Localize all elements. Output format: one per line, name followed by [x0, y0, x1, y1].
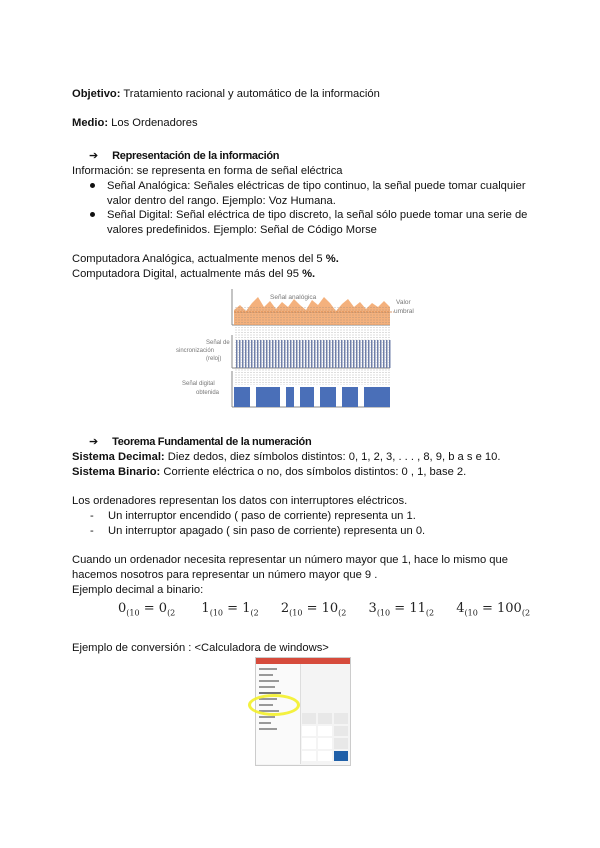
interrupt-off: [90, 524, 425, 539]
label-digital-2: obtenida: [196, 390, 220, 396]
sync-pulse: [335, 340, 337, 368]
bullet-icon: [90, 212, 95, 217]
dash-icon: -: [90, 525, 94, 537]
sync-pulse: [239, 340, 241, 368]
binary-text: Corriente eléctrica o no, dos símbolos distintos: 0 , 1, base 2.: [163, 466, 467, 478]
decimal-label: Sistema Decimal:: [72, 451, 165, 463]
sync-pulse: [299, 340, 301, 368]
sync-pulse: [356, 340, 358, 368]
sync-pulse: [371, 340, 373, 368]
medium-text: Los Ordenadores: [111, 117, 198, 129]
sync-pulse: [347, 340, 349, 368]
sync-pulse: [278, 340, 280, 368]
math-item: $4_{(10} = 100_{(2}$: [456, 601, 531, 618]
sync-pulse: [293, 340, 295, 368]
label-sync-2: sincronización: [176, 348, 215, 354]
math-item: $0_{(10} = 0_{(2}$: [118, 601, 176, 618]
label-threshold-1: Valor: [396, 299, 411, 306]
sync-pulse: [275, 340, 277, 368]
sync-pulse: [263, 340, 265, 368]
sync-pulse: [281, 340, 283, 368]
arrow-icon: ➔: [89, 150, 99, 162]
bullet-analog-line1: Señal Analógica: Señales eléctricas de tipo continuo, la señal puede tomar cualquier: [107, 180, 526, 192]
interrupt-on-text: Un interruptor encendido ( paso de corriente) representa un 1.: [108, 510, 416, 522]
sync-pulse: [326, 340, 328, 368]
objective-line: [72, 87, 380, 102]
label-digital-1: Señal digital: [182, 381, 215, 387]
binary-label: Sistema Binario:: [72, 466, 161, 478]
bullet-analog: [90, 179, 526, 194]
math-row: [118, 601, 530, 618]
bullet-digital-line2: valores predefinidos. Ejemplo: Señal de Código Morse: [107, 224, 377, 236]
sync-pulse: [269, 340, 271, 368]
sync-pulse: [362, 340, 364, 368]
section1-heading: [89, 149, 279, 164]
sync-pulse: [368, 340, 370, 368]
objective-text: Tratamiento racional y automático de la información: [123, 88, 380, 100]
label-analog: Señal analógica: [270, 294, 317, 301]
sync-pulse: [317, 340, 319, 368]
binary-line: [72, 465, 466, 480]
conversion-label: Ejemplo de conversión : <Calculadora de windows>: [72, 642, 329, 654]
math-item: $1_{(10} = 1_{(2}$: [201, 601, 259, 618]
sync-pulse: [353, 340, 355, 368]
sync-pulse: [338, 340, 340, 368]
decimal-line: [72, 450, 500, 465]
objective-label: Objetivo:: [72, 88, 121, 100]
sync-pulse: [245, 340, 247, 368]
sync-pulse: [302, 340, 304, 368]
sync-pulse: [344, 340, 346, 368]
section1-title: Representación de la información: [112, 150, 280, 162]
sync-pulse: [329, 340, 331, 368]
sync-pulse: [242, 340, 244, 368]
sync-pulse: [314, 340, 316, 368]
analog-computer-text: Computadora Analógica, actualmente menos del 5: [72, 253, 326, 265]
bullet-digital-line1: Señal Digital: Señal eléctrica de tipo discreto, la señal sólo puede tomar una serie de: [107, 209, 528, 221]
sync-pulse: [389, 340, 391, 368]
sync-pulse: [287, 340, 289, 368]
analog-signal: [234, 297, 390, 325]
sync-pulse: [251, 340, 253, 368]
sync-pulse: [254, 340, 256, 368]
sync-pulse: [236, 340, 238, 368]
para-line2: hacemos nosotros para representar un número mayor que 9 .: [72, 569, 378, 581]
bullet-icon: [90, 183, 95, 188]
sync-pulse: [365, 340, 367, 368]
sync-pulse: [296, 340, 298, 368]
digital-signal: [234, 387, 390, 407]
sync-pulse: [308, 340, 310, 368]
arrow-icon: ➔: [89, 436, 99, 448]
medium-label: Medio:: [72, 117, 109, 129]
label-sync-3: (reloj): [206, 356, 222, 362]
sync-pulse: [248, 340, 250, 368]
sync-pulse: [383, 340, 385, 368]
analog-computer-pct: %.: [325, 253, 339, 265]
sync-pulse: [272, 340, 274, 368]
dash-icon: -: [90, 510, 94, 522]
sync-pulse: [257, 340, 259, 368]
sync-pulse: [359, 340, 361, 368]
interrupt-intro: Los ordenadores representan los datos con interruptores eléctricos.: [72, 495, 408, 507]
section2-heading: [89, 435, 311, 450]
sync-pulse: [377, 340, 379, 368]
label-threshold-2: umbral: [394, 308, 414, 315]
calculator-screenshot: [255, 657, 351, 766]
section2-title: Teorema Fundamental de la numeración: [112, 436, 312, 448]
digital-computer-text: Computadora Digital, actualmente más del 95: [72, 268, 303, 280]
math-item: $3_{(10} = 11_{(2}$: [368, 601, 435, 618]
label-sync-1: Señal de: [206, 340, 230, 346]
analog-computer-line: [72, 252, 339, 267]
para-line1: Cuando un ordenador necesita representar un número mayor que 1, hace lo mismo que: [72, 554, 508, 566]
sync-pulse: [320, 340, 322, 368]
example-label: Ejemplo decimal a binario:: [72, 584, 204, 596]
medium-line: [72, 116, 198, 131]
math-item: $2_{(10} = 10_{(2}$: [280, 601, 347, 618]
interrupt-on: [90, 509, 416, 524]
sync-pulse: [350, 340, 352, 368]
sync-pulse: [311, 340, 313, 368]
sync-pulse: [266, 340, 268, 368]
sync-signal: [236, 340, 391, 368]
bullet-digital: [90, 208, 527, 223]
info-intro: Información: se representa en forma de señal eléctrica: [72, 165, 343, 177]
digital-computer-pct: %.: [302, 268, 316, 280]
sync-pulse: [290, 340, 292, 368]
digital-computer-line: [72, 267, 315, 282]
bullet-analog-line2: valor dentro del rango. Ejemplo: Voz Humana.: [107, 195, 336, 207]
sync-pulse: [380, 340, 382, 368]
interrupt-off-text: Un interruptor apagado ( sin paso de corriente) representa un 0.: [108, 525, 426, 537]
sync-pulse: [332, 340, 334, 368]
sync-pulse: [386, 340, 388, 368]
sync-pulse: [305, 340, 307, 368]
decimal-text: Diez dedos, diez símbolos distintos: 0, 1, 2, 3, . . . , 8, 9, b a s e 10.: [167, 451, 501, 463]
sync-pulse: [323, 340, 325, 368]
calculator-keypad: [302, 713, 348, 761]
sync-pulse: [374, 340, 376, 368]
sync-pulse: [284, 340, 286, 368]
sync-pulse: [260, 340, 262, 368]
signal-figure: [162, 285, 427, 415]
highlight-mark: [248, 694, 300, 716]
sync-pulse: [341, 340, 343, 368]
